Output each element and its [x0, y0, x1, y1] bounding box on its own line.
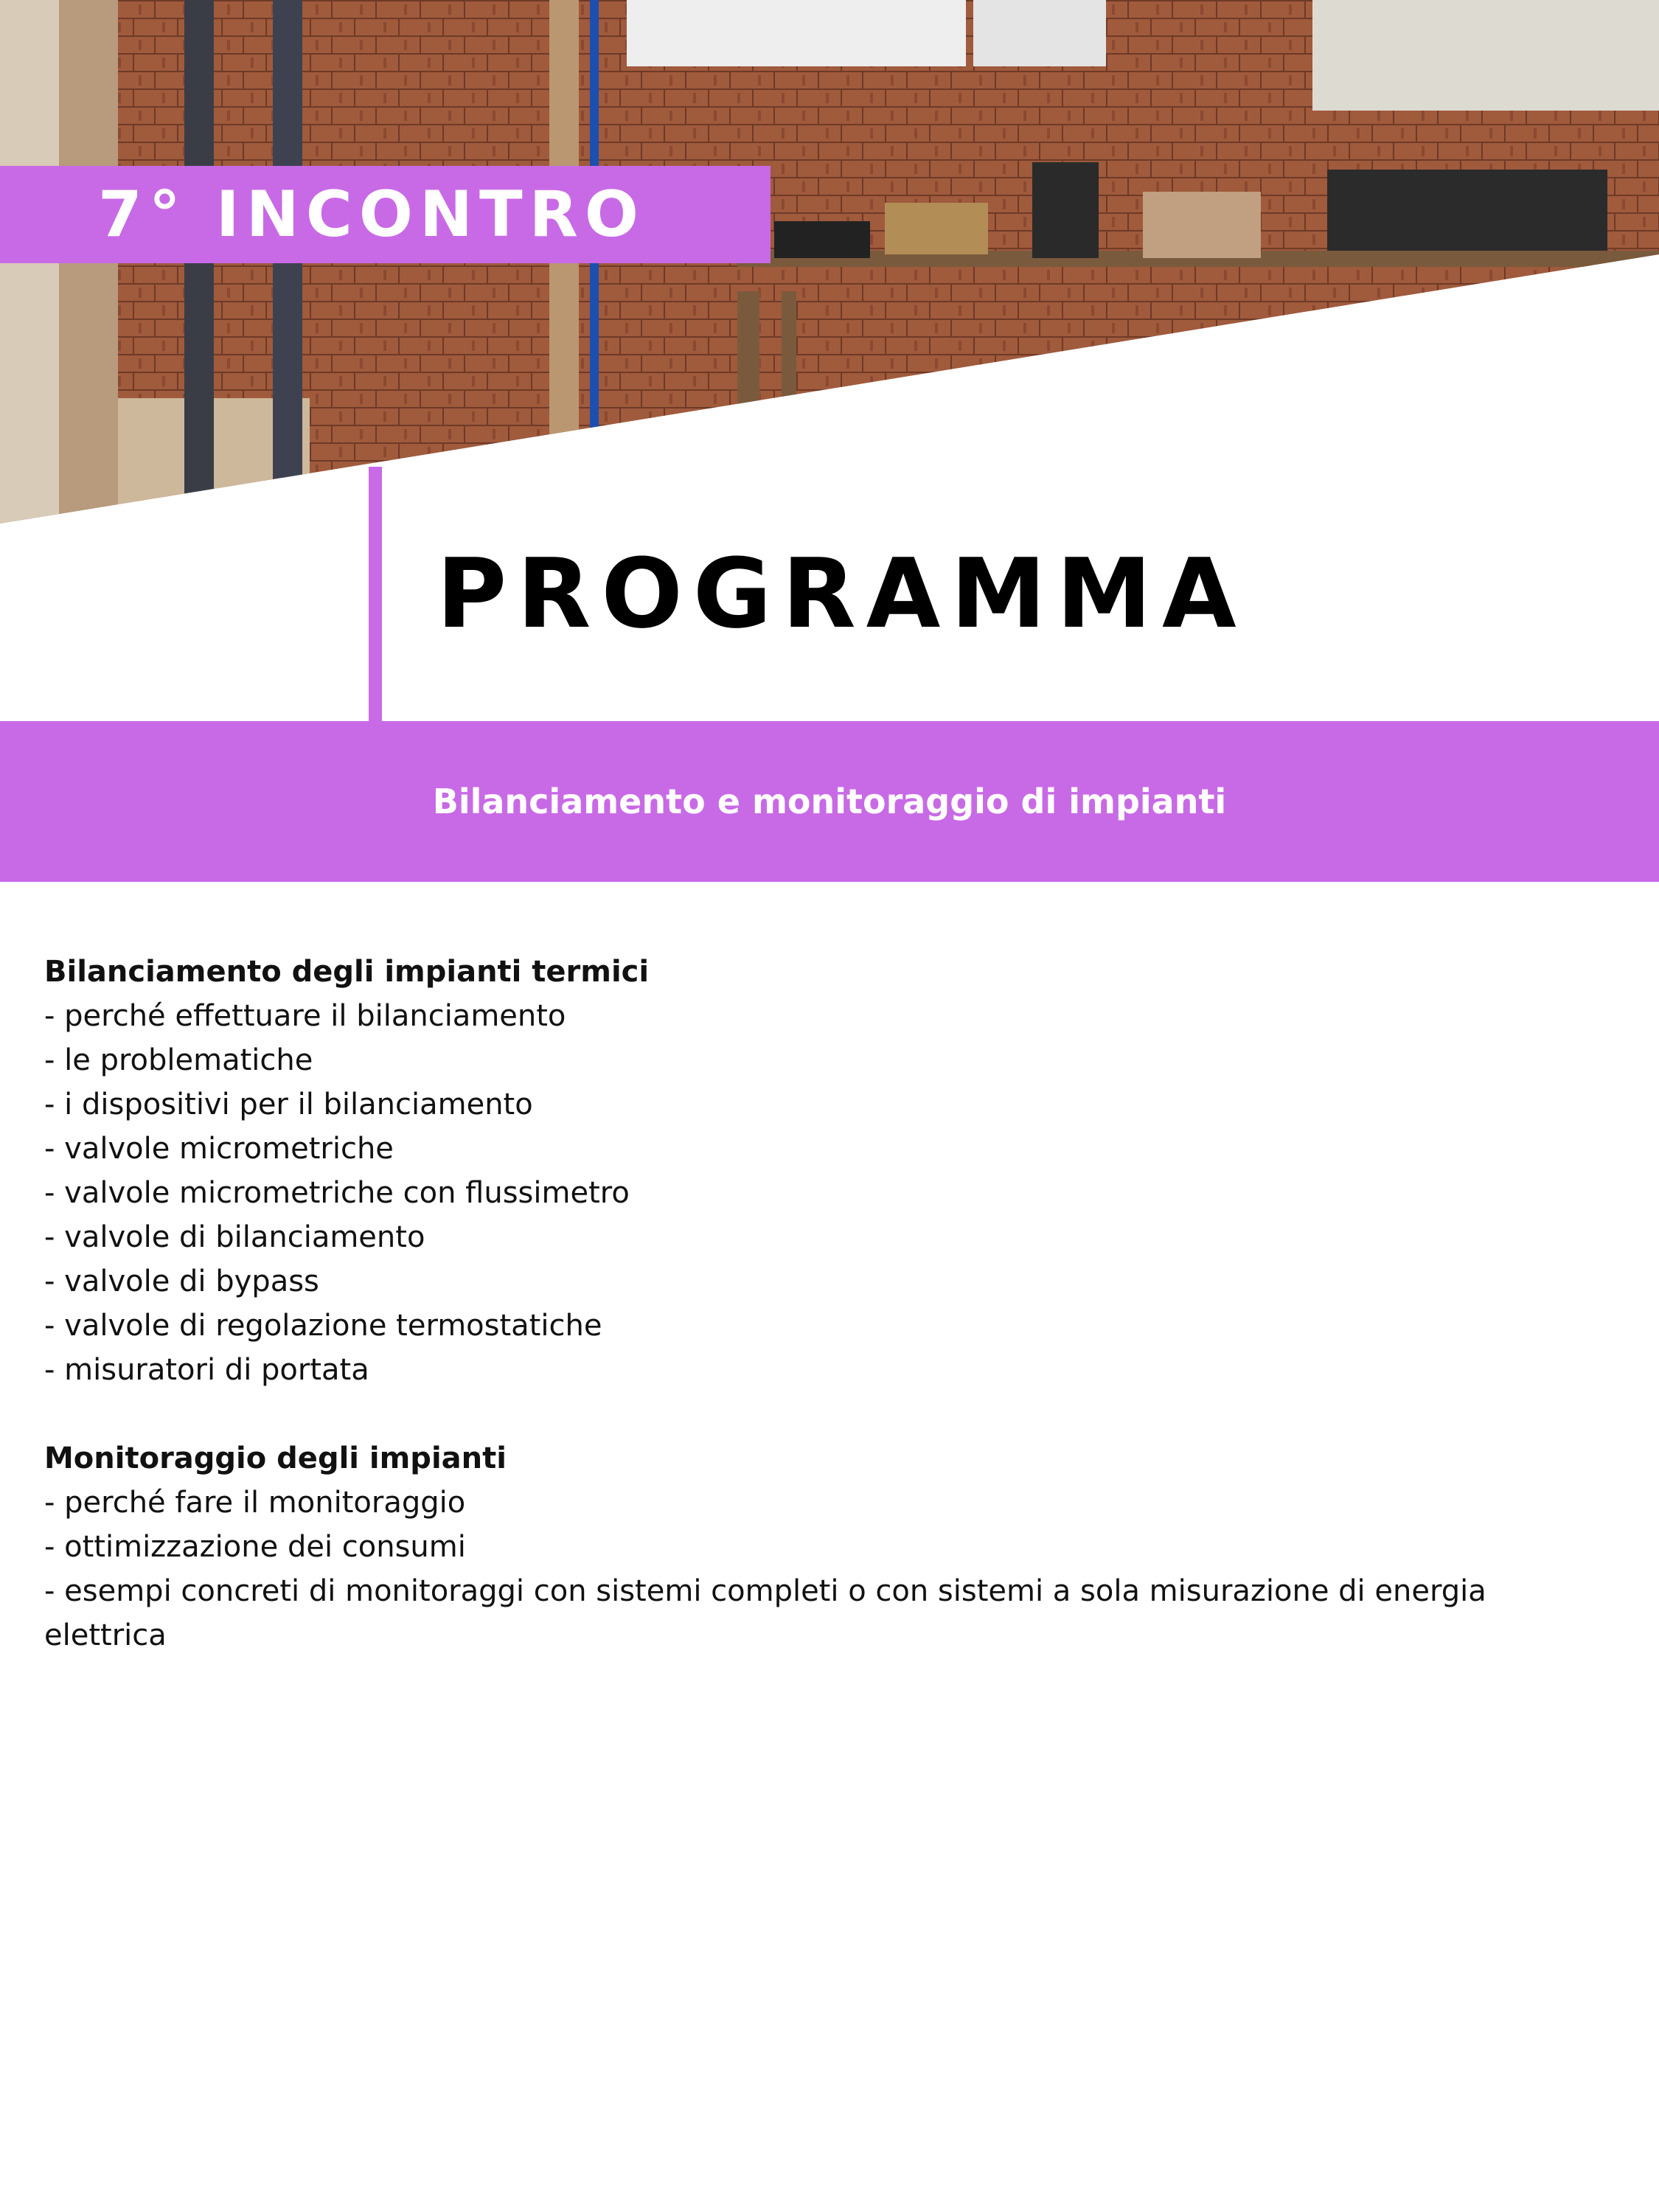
section-heading: Monitoraggio degli impianti	[44, 1441, 507, 1475]
list-item: - valvole di bilanciamento	[44, 1220, 425, 1254]
section-bilanciamento	[44, 950, 1615, 1392]
list-item: - valvole micrometriche con flussimetro	[44, 1176, 630, 1210]
list-item: - valvole di regolazione termostatiche	[44, 1309, 602, 1343]
page-title: PROGRAMMA	[437, 538, 1247, 650]
section-spacer	[44, 1392, 1615, 1436]
section-monitoraggio	[44, 1436, 1615, 1658]
subtitle-text: Bilanciamento e monitoraggio di impianti	[432, 782, 1227, 821]
list-item: - perché fare il monitoraggio	[44, 1486, 466, 1520]
list-item: - perché effettuare il bilanciamento	[44, 999, 566, 1033]
incontro-label: 7° INCONTRO	[98, 178, 645, 251]
list-item: - le problematiche	[44, 1043, 313, 1077]
accent-bar	[369, 467, 382, 723]
incontro-banner	[0, 166, 771, 263]
subtitle-band	[0, 721, 1659, 882]
list-item: - esempi concreti di monitoraggi con sistemi completi o con sistemi a sola misurazione di energia	[44, 1574, 1486, 1608]
list-item: - ottimizzazione dei consumi	[44, 1530, 466, 1564]
list-item: - i dispositivi per il bilanciamento	[44, 1088, 533, 1121]
list-item: elettrica	[44, 1618, 167, 1652]
list-item: - misuratori di portata	[44, 1353, 369, 1387]
construction-site-photo	[0, 0, 1659, 531]
list-item: - valvole micrometriche	[44, 1132, 394, 1166]
program-content	[44, 950, 1615, 1658]
section-heading: Bilanciamento degli impianti termici	[44, 955, 650, 989]
list-item: - valvole di bypass	[44, 1265, 319, 1298]
